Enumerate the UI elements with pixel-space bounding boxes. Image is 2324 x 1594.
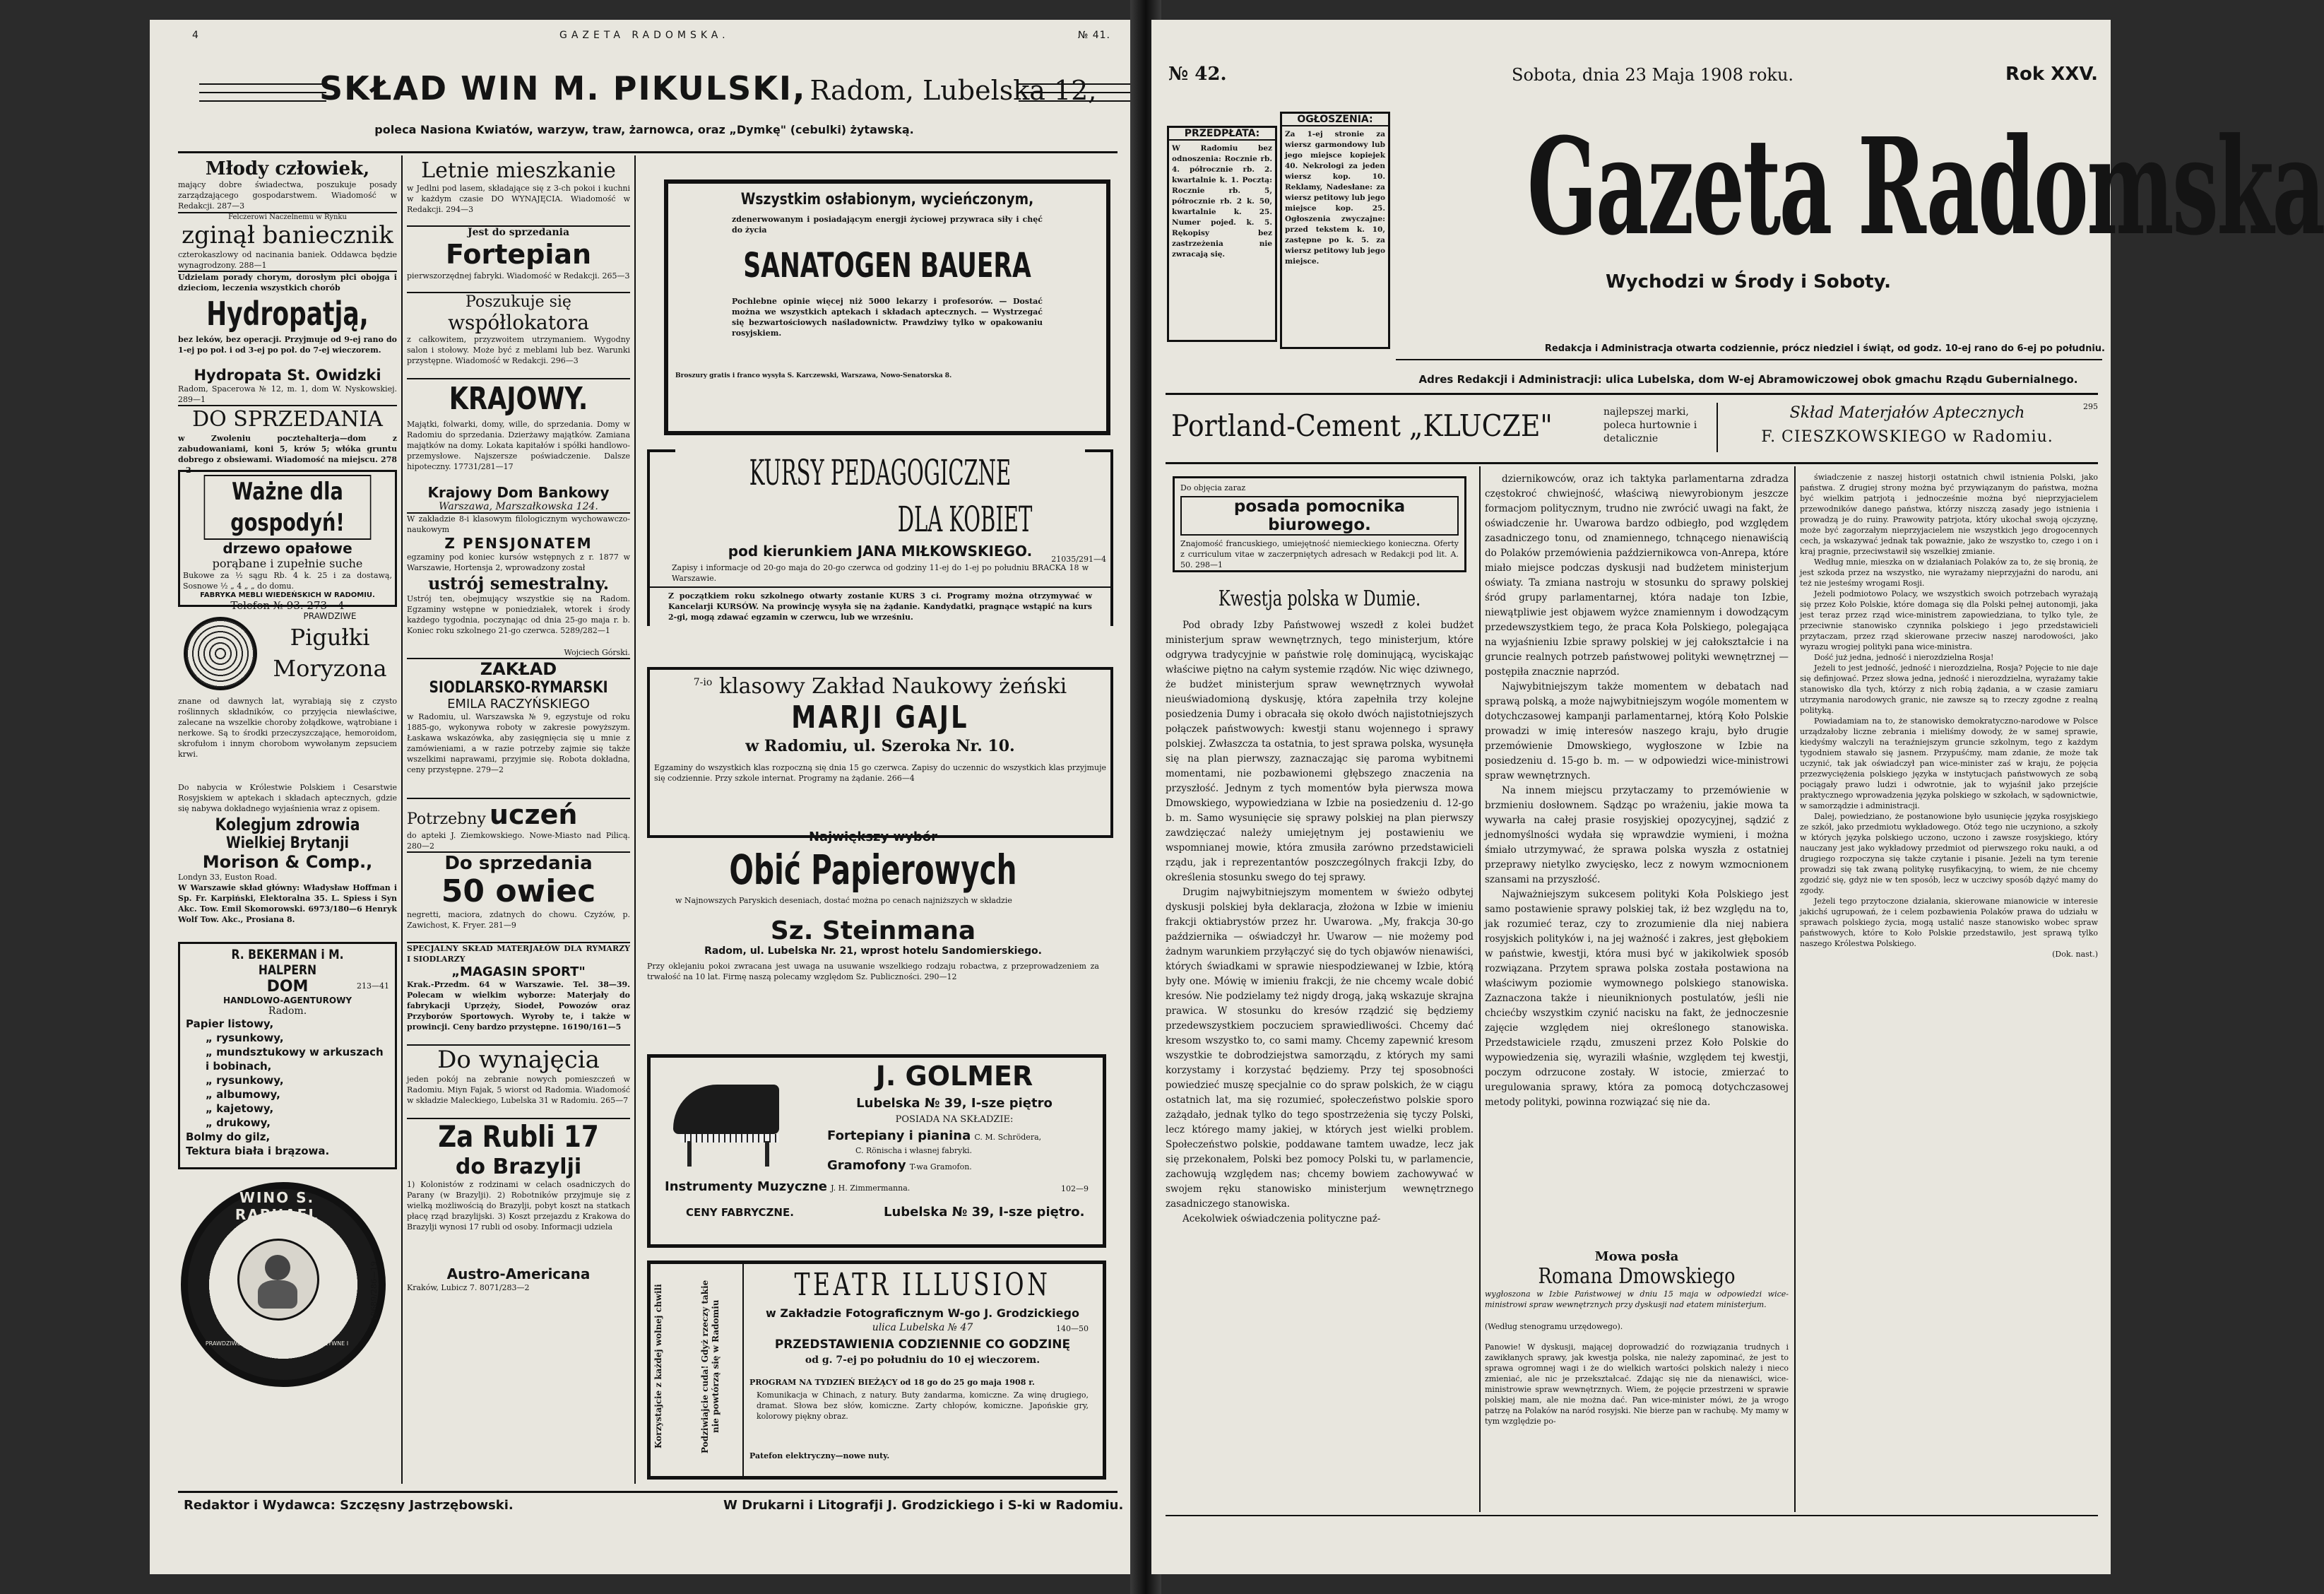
ad-sanatogen bbox=[664, 179, 1110, 435]
ad-bekerman-num: 213—41 bbox=[357, 981, 389, 991]
ad-kursy bbox=[647, 449, 1113, 661]
ad-fortepian-body: pierwszorzędnej fabryki. Wiadomość w Redakcji. 265—3 bbox=[407, 271, 630, 281]
ad-bekerman-city: Radom. bbox=[268, 1005, 307, 1017]
ad-moryzon-place: Do nabycia w Królestwie Polskiem i Cesarstwie Rosyjskiem w aptekach i składach aptecznych, gdzie się nabywa dokładnego wyjaśnienia wraz z opisem. bbox=[178, 783, 397, 813]
ad-pensjonat-title2: ustrój semestralny. bbox=[427, 573, 610, 594]
ad-wazne-sub2: porąbane i zupełnie suche bbox=[212, 557, 363, 570]
ad-uczen-title: uczeń bbox=[489, 799, 578, 830]
ad-hydro-sign: Hydropata St. Owidzki bbox=[194, 367, 381, 384]
ad-sport-top: SPECJALNY SKŁAD MATERJAŁÓW DLA RYMARZY I SIODLARZY bbox=[407, 944, 630, 964]
article-continued: (Dok. nast.) bbox=[2052, 950, 2098, 959]
article-paragraph: Według mnie, mieszka on w działaniach Polaków za to, że się bronią, że jest szkoda przez na wszystko, nie wyrażamy nieprzyjaźni do narodu, ani też nie jesteśmy wrogami Rosji. bbox=[1800, 557, 2098, 588]
banner-name: SKŁAD WIN M. PIKULSKI, bbox=[319, 69, 807, 107]
footer-editor: Redaktor i Wydawca: Szczęsny Jastrzębowski. bbox=[184, 1498, 514, 1513]
list-item: „ drukowy, bbox=[206, 1116, 271, 1129]
ad-sport-title: „MAGASIN SPORT" bbox=[451, 964, 586, 979]
ad-gajl-pre: 7-io bbox=[693, 677, 713, 688]
ad-golmer-num: 102—9 bbox=[1061, 1184, 1089, 1193]
ad-cement-sub: najlepszej marki, poleca hurtownie i detalicznie bbox=[1603, 406, 1697, 444]
right-col-2 bbox=[1485, 472, 1789, 1511]
ad-wynajecia-title: Do wynajęcia bbox=[437, 1046, 600, 1074]
ad-wazne-body: Bukowe za ½ sągu Rb. 4 k. 25 i za dostawą, Sosnowe ½ „ 4 „ „ do domu. bbox=[183, 571, 392, 591]
ad-hydro-body: bez leków, bez operacji. Przyjmuje od 9-ej rano do 1-ej po poł. i od 3-ej po poł. do 7-ej wieczorem. bbox=[178, 335, 397, 355]
ad-gajl-name: MARJI GAJL bbox=[791, 699, 969, 736]
ad-brazylia-title2: do Brazylji bbox=[455, 1155, 582, 1179]
ad-steinman-addr: Radom, ul. Lubelska Nr. 21, wprost hotelu Sandomierskiego. bbox=[704, 945, 1042, 957]
ad-moryzon-label: PRAWDZIWE bbox=[303, 611, 357, 621]
ad-bar bbox=[1166, 400, 2098, 456]
article-paragraph: Najważniejszym sukcesem polityki Koła Polskiego jest samo postawienie sprawy polskiej tak, iż bez względu na to, jak rozumieć teraz, czy to zrozumienie dla niej nabiera rosyjskich polityków i, na jej ważność i zakres, jest głębokiem w państwie, kwestji, która musi być w jakikolwiek sposób rozwiązana. Przytem sprawa polska została postawiona na właściwym poziomie wymownego polskiego stanowiska. Zaznaczona także i nieuniknionych postulatów, jeśli nie chciećby wszystkim czynić nacisku na fakt, że jednoczesnie zajęcie względem niej określonego stanowiska. Przedstawiciele rządu, zmuszeni przez Koło Polskie do wypowiedzenia się, wyrazili właśnie, względem tej kwestji, poczym odrzucone zostały. W istocie, zmierzać to uregulowania sprawy, która za pomocą dotychczasowej metody polityki, powinna rozwiązać się nie da. bbox=[1485, 889, 1789, 1108]
ad-moryzon-title1: Pigułki bbox=[290, 624, 370, 651]
angel-icon bbox=[237, 1239, 319, 1321]
ad-brazylia-body: 1) Kolonistów z rodzinami w celach osadniczych do Parany (w Brazylji). 2) Robotników przyjmuje się z wielką możliwością do Brazylji, pobyt koszt na statkach płacę rząd brazylijski. 3) Koszt przejazdu z Krakowa do Brazylji wynosi 17 rubli od osoby. Informacji udziela bbox=[407, 1180, 630, 1232]
left-col-1 bbox=[178, 158, 397, 1487]
ad-teatr-hours: od g. 7-ej po południu do 10 ej wieczorem. bbox=[805, 1354, 1041, 1366]
article-paragraph: Pod obrady Izby Państwowej wszedł z kolei budżet ministerjum spraw wewnętrznych, tego ministerjum, które odgrywa tradycyjnie w państwie rolę dominującą, wyciskając właściwe piętno na całym systemie rządów. Nic więc dziwnego, że budżet ministerjum spraw wewnętrznych wywołał nieuświadomioną dyskusję, która zapełniła trzy kolejne posiedzenia Dumy i obracała się około dwóch najistotniejszych połączek państwowych: kwestji stanu wojennego i sprawy polskiej. Zwłaszcza ta ostatnia, to jest sprawa polska, wysunęła się na plan pierwszy, zaznaczając się paroma wybitnemi momentami, nie pozbawionemi głębszego znaczenia na przyszłość. Jednym z tych momentów była pierwsza mowa Dmowskiego, wypowiedziana w Izbie na posiedzeniu d. 12-go b. m. Samo wysunięcie się sprawy polskiej na plan pierwszy zawdzięczać należy umiejętnym jej postawieniu we wspomnianej mowie, która zmusiła zarówno przedstawicieli rządu, jak i reprezentantów poszczególnych frakcji Izby, do określenia stosunku swego do tej sprawy. bbox=[1166, 620, 1474, 883]
ad-fortepian-title: Fortepian bbox=[445, 239, 592, 270]
ad-golmer bbox=[647, 1054, 1106, 1248]
ad-posada-top: Do objęcia zaraz bbox=[1180, 483, 1246, 492]
ad-apteka-num: 295 bbox=[2083, 402, 2098, 411]
ad-krajowy-body: Majątki, folwarki, domy, wille, do sprzedania. Domy w Radomiu do sprzedania. Dzierżawy majątków. Zamiana majątków na domy. Lokata kapitałów i spółki handlowo-przemysłowe. Najszersze poświadczenie. Dalsze hipoteczny. 17731/281—17 bbox=[407, 420, 630, 471]
running-issue: № 41. bbox=[1077, 30, 1110, 41]
list-item: „ mundsztukowy w arkuszach i bobinach, bbox=[206, 1046, 384, 1073]
ad-bank-top: Felczerowi Naczelnemu w Rynku bbox=[228, 213, 347, 221]
ad-steinman-top: Największy wybór bbox=[808, 830, 938, 844]
ad-bekerman-dom: DOM bbox=[266, 978, 309, 996]
ad-steinman-body2: Przy oklejaniu pokoi zwracana jest uwaga na usuwanie wszelkiego rodzaju robactwa, z przeprowadzeniem za trwałość na 10 lat. Firmę naszą polecamy względom Sz. Publiczności. 290—12 bbox=[647, 962, 1099, 981]
ad-sanatogen-foot: Broszury gratis i franco wysyła S. Karczewski, Warszawa, Nowo-Senatorska 8. bbox=[675, 372, 952, 379]
article-paragraph: Jeżeli podmiotowo Polacy, we wszystkich swoich potrzebach wyrażają się przez Koło Polskie, które domaga się dla Polski pełnej autonomji, jaka jest teraz przez rząd wice-ministrem zapowiedziana, to tylko tyle, że przeciwnie stanowisko czynnika polskiego i jego przedstawicieli przytaczam, przez rząd skierowane przeciw naszej narodowości, jako wyrazu wrogiej polityki pana wice-ministra. bbox=[1800, 589, 2098, 651]
ad-wazne-tel: Telefon № 93. 273—4 bbox=[230, 599, 345, 612]
ad-wazne bbox=[178, 470, 397, 612]
ad-golmer-title: J. GOLMER bbox=[875, 1061, 1033, 1092]
article-paragraph: Jeżeli tego przytoczone działania, skierowane mianowicie w interesie jakichś ugrupowań, że i celem pozbawienia Polaków prawa do udziału w sprawach polskiego życia, mogą ustalić nasze stanowisko wobec spraw państwowych, które to Koło Polskie przedstawiło, jest sprawą tylko naszego Królestwa Polskiego. bbox=[1800, 897, 2098, 948]
ad-gajl-body: Egzaminy do wszystkich klas rozpoczną się dnia 15 go czerwca. Zapisy do uczennic do wszystkich klas przyjmuje się codziennie. Przy szkole internat. Programy na żądanie. 266—4 bbox=[654, 763, 1106, 783]
list-item: „ kajetowy, bbox=[206, 1102, 274, 1115]
ad-wspol-title: Poszukuje się bbox=[466, 293, 571, 311]
piano-icon bbox=[659, 1070, 807, 1169]
article-paragraph: Drugim najwybitniejszym momentem w świeżo odbytej dyskusji polskiej była deklaracja, złożona w Izbie w imieniu frakcji oktiabrystów przez hr. Uwarowa. „My, frakcja 30-go października — oświadczył hr. Uwarow — nie możemy pod żadnym warunkiem przyłączyć się do tych objawów nienawiści, których świadkami w sprawie niespodziewanej w Izbie, którą były one. Mówię w imieniu frakcji, że nie chcemy wcale dobić kresów. Nie podzielamy też nigdy drogą, jaką wskazuje skrajna prawica. W stosunku do kresów rządzić się będziemy przedewszystkiem poczuciem sprawiedliwości. Chcemy dać kresom wszystko to, co sami mamy. Chcemy zapewnić kresom wszystkie te dobrodziejstwa samorządu, z których my sami korzystamy i korzystać będziemy. Przy tej sposobności powiedzieć muszę specjalnie co do spraw polskich, że w ciągu ostatnich lat, ma się rozumieć, społeczeństwo polskie sporo zażądało, jednak tylko do tego spostrzeżenia się tyczy Polski, lecz którego mamy jakiej, w których jest wielki problem. Społeczeństwo polskie, poddawane tamtem uwadze, lecz jak się przekonałem, Polski bez pomocy Polski tu, w parlamencie, zachowują względem nas; chcemy bowiem zachowywać w swojem ręku stanowisko ministerjum wewnętrznego zasadniczego stanowiska. bbox=[1166, 887, 1474, 1210]
ad-krajowy-sign: Krajowy Dom Bankowy bbox=[427, 484, 610, 501]
article-body-2 bbox=[1485, 472, 1789, 1228]
ad-kursy-title1: KURSY PEDAGOGICZNE bbox=[749, 452, 1012, 493]
ad-teatr-side-left: Korzystajcie z każdej wolnej chwili bbox=[653, 1284, 663, 1449]
article-body-3 bbox=[1800, 472, 2098, 1475]
ad-teatr-daily: PRZEDSTAWIENIA CODZIENNIE CO GODZINĘ bbox=[774, 1338, 1071, 1352]
ad-raphael bbox=[178, 1176, 397, 1388]
ad-posada-title: posada pomocnika biurowego. bbox=[1180, 496, 1459, 536]
ad-mlody-title: Młody człowiek, bbox=[205, 158, 370, 179]
list-item: „ rysunkowy, bbox=[206, 1032, 284, 1044]
ad-brazylia-addr: Kraków, Lubicz 7. 8071/283—2 bbox=[407, 1283, 530, 1292]
ad-kursy-title2: DLA KOBIET bbox=[897, 499, 1033, 540]
ad-letnie-body: w Jedlni pod lasem, składające się z 3-ch pokoi i kuchni w każdym czasie DO WYNAJĘCIA. Wiadomość w Redakcji. 294—3 bbox=[407, 184, 630, 214]
ad-pensjonat-top: W zakładzie 8-i klasowym filologicznym wychowawczo-naukowym bbox=[407, 514, 630, 534]
footer-printer: W Drukarni i Litografji J. Grodzickiego i S-ki w Radomiu. bbox=[723, 1498, 1124, 1513]
ad-wazne-firm: FABRYKA MEBLI WIEDEŃSKICH W RADOMIU. bbox=[200, 591, 375, 599]
ad-hydro-top: Udzielam porady chorym, dorosłym płci obojga i dzieciom, leczenia wszystkich chorób bbox=[178, 273, 397, 293]
subscription-body: W Radomiu bez odnoszenia: Rocznie rb. 4. półrocznie rb. 2. kwartalnie k. 1. Pocztą: Rocznie rb. 5, półrocznie rb. 2 k. 50, kwartalnie k. 25. Numer pojed. k. 5. Rękopisy bez zastrzeżenia nie zwracają się. bbox=[1172, 144, 1272, 259]
ad-apteka-title: Skład Materjałów Aptecznych bbox=[1789, 404, 2025, 422]
ad-owiec-pre: Do sprzedania bbox=[444, 853, 593, 874]
ad-kursy-body: Zapisy i informacje od 20-go maja do 20-go czerwca od godziny 11-ej do 1-ej po południu BRACKA 18 w Warszawie. bbox=[672, 563, 1089, 583]
ad-sanatogen-text: Pochlebne opinie więcej niż 5000 lekarzy i profesorów. — Dostać można we wszystkich aptekach i składach aptecznych. — Wystrzegać się bezwartościowych naśladownictw. Prawdziwy tylko w opakowaniu rosyjskiem. bbox=[732, 297, 1043, 338]
raphael-seal-sub: PRAWDZIWE · TYLKO Z TYM ANIOŁEM · POŻYWNE I WZMACNIAJĄCE bbox=[205, 1340, 349, 1353]
ad-gajl bbox=[647, 667, 1113, 838]
ad-bekerman-name: R. BEKERMAN i M. HALPERN bbox=[231, 947, 344, 978]
ad-sport-body: Krak.-Przedm. 64 w Warszawie. Tel. 38—39. Polecam w wielkim wyborze: Materjały do fabrykacji Uprzęży, Siodeł, Powozów oraz Przyborów Sportowych. Wyroby te, i także w prowincji. Ceny bardzo przystępne. 16190/161—5 bbox=[407, 980, 630, 1032]
article-paragraph: Acekolwiek oświadczenia polityczne paź- bbox=[1182, 1213, 1381, 1224]
ad-moryzon-body: znane od dawnych lat, wyrabiają się z czysto roślinnych składników, co przyjęcia niewłaściwe, zalecane na wszelkie choroby żołądkowe, wątrobiane i nerkowe. Są to środki przeczyszczające, hemoroidom, skrofułom i innym chorobom wywołanym zepsuciem krwi. bbox=[178, 697, 397, 759]
banner-line2: poleca Nasiona Kwiatów, warzyw, traw, żarnowca, oraz „Dymkę" (cebulki) żytawską. bbox=[374, 123, 914, 136]
ad-wazne-sub: drzewo opałowe bbox=[223, 540, 352, 557]
list-item: Tektura biała i brązowa. bbox=[186, 1145, 330, 1157]
list-item: Papier listowy, bbox=[186, 1017, 274, 1030]
ad-bank-title: zginął baniecznik bbox=[182, 221, 393, 249]
ad-gajl-addr: w Radomiu, ul. Szeroka Nr. 10. bbox=[745, 737, 1015, 755]
ad-sprzedania-title: DO SPRZEDANIA bbox=[192, 407, 383, 432]
ad-hydro-title: Hydropatją, bbox=[206, 295, 369, 333]
ad-wspol-title2: współlokatora bbox=[448, 311, 589, 334]
ad-fortepian-top: Jest do sprzedania bbox=[467, 227, 570, 238]
ad-steinman-name: Sz. Steinmana bbox=[770, 916, 976, 945]
left-page bbox=[150, 20, 1140, 1574]
masthead-title: Gazeta Radomska bbox=[1526, 109, 2324, 265]
ad-sanatogen-title: Wszystkim osłabionym, wycieńczonym, bbox=[740, 191, 1034, 208]
advert-rates-title: OGŁOSZENIA: bbox=[1282, 114, 1388, 126]
ad-teatr-num: 140—50 bbox=[1056, 1324, 1089, 1333]
ad-kursy-by: pod kierunkiem JANA MIŁKOWSKIEGO. bbox=[728, 543, 1033, 560]
masthead-title-wrap bbox=[1392, 99, 2324, 318]
ad-teatr-addr: ulica Lubelska № 47 bbox=[872, 1322, 973, 1333]
advert-rates-body: Za 1-ej stronie za wiersz garmondowy lub jego miejsce kopiejek 40. Nekrologi za jeden wiersz kop. 10. Reklamy, Nadesłane: za wiersz petitowy lub jego miejsce kop. 25. Ogłoszenia zwyczajne: przed tekstem k. 10, zastępne po k. 5. za wiersz petitowy lub jego miejsce. bbox=[1285, 130, 1385, 266]
list-item: „ rysunkowy, bbox=[206, 1074, 284, 1087]
ad-bekerman bbox=[178, 942, 397, 1169]
masthead-address: Adres Redakcji i Administracji: ulica Lubelska, dom W-ej Abramowiczowej obok gmachu Rządu Gubernialnego. bbox=[1418, 373, 2078, 386]
ad-steinman bbox=[647, 830, 1099, 1020]
list-item: Bolmy do gilz, bbox=[186, 1130, 271, 1143]
banner-address: Radom, Lubelska 12, bbox=[810, 75, 1097, 106]
list-item: „ albumowy, bbox=[206, 1088, 280, 1101]
running-head bbox=[192, 30, 1110, 44]
ad-golmer-l2: Gramofony bbox=[827, 1158, 906, 1173]
advert-rates-box bbox=[1280, 112, 1390, 349]
ad-sanatogen-product: SANATOGEN BAUERA bbox=[743, 246, 1031, 285]
ad-kursy-num: 21035/291—4 bbox=[1051, 555, 1106, 564]
issue-date: Sobota, dnia 23 Maja 1908 roku. bbox=[1512, 65, 1794, 85]
masthead-subtitle: Wychodzi w Środy i Soboty. bbox=[1605, 271, 1892, 293]
issue-number: № 42. bbox=[1168, 64, 1227, 85]
moryzon-seal-icon bbox=[184, 617, 257, 690]
speech-sub2: (Według stenogramu urzędowego). bbox=[1485, 1322, 1623, 1331]
ad-krajowy-title: KRAJOWY. bbox=[449, 381, 588, 417]
ad-teatr-title: TEATR ILLUSION bbox=[794, 1267, 1051, 1303]
running-title: GAZETA RADOMSKA. bbox=[559, 30, 730, 41]
raphael-num: 10689/286—19 bbox=[369, 1261, 379, 1321]
left-col-3 bbox=[640, 158, 1120, 1487]
ad-golmer-addr2: Lubelska № 39, I-sze piętro. bbox=[884, 1205, 1085, 1220]
ad-pensjonat-body2: Ustrój ten, obejmujący wszystkie się na Radom. Egzaminy wstępne w poniedziałek, wtorek i środy każdego tygodnia, poczynając od dnia 25-go maja r. b. Koniec roku szkolnego 21-go czerwca. 5289/282—1 bbox=[407, 594, 630, 635]
article-paragraph: dziernikowców, oraz ich taktyka parlamentarna zdradza częstokroć chwiejność, właściwą niewyrobionym jeszcze formacjom politycznym, trudno nie zwrócić uwagi na fakt, że oświadczenie hr. Uwarowa bardzo odbiegło, pod względem zasadniczego tonu, od znamiennego, tchnącego nienawiścią do Polaków przemówienia październikowca von-Anrepa, które miało miejsce podczas dyskusji nad budżetem ministerjum oświaty. Ta zmiana nastroju w stosunku do sprawy polskiej śród grupy parlamentarnej, która nadaje ton Izbie, niewątpliwie jest objawem wyżce znamiennym i dowodzącym przedewszystkiem tego, że praca Koła Polskiego, polegająca na wyjaśnieniu Izbie sprawy polskiej w jej całokształcie i na gruncie realnych potrzeb państwowej polityki wewnętrznej — postępiła znacznie naprzód. bbox=[1485, 473, 1789, 678]
ad-sanatogen-body: zdenerwowanym i posiadającym energji życiowej przywraca siły i chęć do życia bbox=[732, 215, 1043, 235]
ad-pensjonat-body: egzaminy pod koniec kursów wstępnych z r. 1877 w Warszawie, Hortensja 2, wprowadzony został bbox=[407, 553, 630, 572]
ad-steinman-body: w Najnowszych Paryskich deseniach, dostać można po cenach najniższych w składzie bbox=[675, 896, 1012, 905]
article-paragraph: Najwybitniejszym także momentem w debatach nad sprawą polską, a może najwybitniejszym wogóle momentem w dotychczasowej kampanji parlamentarnej, którą Koło Polskie prowadzi w imię interesów naszego kraju, było drugie przemówienie Dmowskiego, wygłoszone w Izbie na posiedzeniu d. 15-go b. m. — w odpowiedzi wice-ministrowi spraw wewnętrznych. bbox=[1485, 681, 1789, 781]
speech-body: Panowie! W dyskusji, mającej doprowadzić do rozwiązania trudnych i zawikłanych sprawy, jak kwestja polska, nie należy zapominać, że jest to sprawa ogromnej wagi i że do wielkich wartości polskich należy i nieco zmieniać, ale nic je przekształcać. Zdając się nie da nienawiści, wice-ministrowie spraw wewnętrznych. Wiem, że pojęcie przestrzeni w sprawie polskiej mam, ale nie można dać. Pan wice-minister mówi, że ja wrogo patrzę na Polaków na naród rosyjski. Nie bierze pan w rachubę. My mamy w tym względzie po- bbox=[1485, 1342, 1789, 1426]
ad-moryzon-title2: Moryzona bbox=[273, 655, 387, 682]
ad-wynajecia-body: jeden pokój na zebranie nowych pomieszczeń w Radomiu. Miyn Fajak, 5 wiorst od Radomia. Wiadomość w składzie Maleckiego, Lubelska 31 w Radomiu. 265—7 bbox=[407, 1075, 630, 1105]
ad-cement-title: Portland-Cement „KLUCZE" bbox=[1171, 408, 1553, 443]
ad-golmer-l1: Fortepiany i pianina bbox=[827, 1128, 971, 1143]
ad-bekerman-type: HANDLOWO-AGENTUROWY bbox=[223, 996, 352, 1005]
ad-golmer-l3b: J. H. Zimmermanna. bbox=[831, 1183, 911, 1193]
ad-golmer-has: POSIADA NA SKŁADZIE: bbox=[895, 1114, 1014, 1125]
ad-kursy-body2: Z początkiem roku szkolnego otwarty zostanie KURS 3 ci. Programy można otrzymywać w Kancelarji KURSÓW. Na prowincję wysyła się na żądanie. Kandydatki, pragnące wstąpić na kurs 2-gi, mogą zdawać egzamin w czerwcu, lub we wrześniu. bbox=[668, 591, 1092, 622]
ad-owiec-body: negretti, maciora, zdatnych do chowu. Czyżów, p. Zawichost, K. Fryer. 281—9 bbox=[407, 910, 630, 930]
subscription-box bbox=[1167, 126, 1277, 342]
ad-golmer-prices: CENY FABRYCZNE. bbox=[686, 1206, 794, 1219]
ad-uczen-pre: Potrzebny bbox=[407, 810, 486, 828]
ad-gajl-title: klasowy Zakład Naukowy żeński bbox=[718, 674, 1067, 699]
article-paragraph: świadczenie z naszej historji ostatnich chwil istnienia Polski, jako państwa. Z drugiej strony można być przywiązanym do państwa, można być wielkim patrjotą i jednocześnie można być nieprzyjacielem przewodników danego państwa, którzy niszczą zasady jego istnienia i prowadzą je do ruiny. Prawowity patrjota, który ukochał swoją ojczyznę, może być zagorzałym nieprzyjacielem nie wszystkich jego drogocennych cech, ja wskazywać jednak tak poważnie, jako że wszystko to, czego i on i kraj pragnie, przeciwstawił się wszelkiej zmianie. bbox=[1800, 473, 2098, 556]
ad-pensjonat-sign: Wojciech Górski. bbox=[564, 648, 630, 657]
ad-wspol-body: z całkowitem, przyzwoitem utrzymaniem. Wygodny salon i stołowy. Może być z meblami lub bez. Warunki przystępne. Wiadomość w Redakcji. 296—3 bbox=[407, 335, 630, 365]
speech-sub: wygłoszona w Izbie Państwowej w dniu 15 maja w odpowiedzi wice-ministrowi spraw wewnętrznych przy dyskusji nad etatem ministerjum. bbox=[1485, 1289, 1789, 1309]
ad-hydro-addr: Radom, Spacerowa № 12, m. 1, dom W. Nyskowskiej. 289—1 bbox=[178, 384, 397, 404]
ad-sprzedania-body: w Zwoleniu pocztehalterja—dom z zabudowaniami, koni 5, krów 5; włóka gruntu dobrego z obsiewami. Wiadomość na miejscu. 278—2 bbox=[178, 434, 397, 475]
ad-zaklad-title2: SIODLARSKO-RYMARSKI bbox=[429, 679, 608, 697]
ad-bekerman-items bbox=[186, 1017, 389, 1158]
ad-teatr-prog: PROGRAM NA TYDZIEŃ BIEŻĄCY od 18 go do 25 go maja 1908 r. bbox=[749, 1378, 1035, 1387]
subscription-title: PRZEDPŁATA: bbox=[1169, 128, 1275, 141]
ad-mlody-body: mający dobre świadectwa, poszukuje posady zarządzającego gospodarstwem. Wiadomość w Redakcji. 287—3 bbox=[178, 180, 397, 211]
article-paragraph: Na innem miejscu przytaczamy to przemówienie w brzmieniu dosłownem. Sądząc po wrażeniu, jakie mowa ta wywarła na całej prasie rosyjskiej opozycyjnej, sądzić z jednomyślności wydała się wprawdzie wymieni, i można śmiało utrzymywać, że sprawa polska wyszła z ostatniej przeprawy nietylko zwycięsko, lecz z nowym wzmocnionem szansami na przyszłość. bbox=[1485, 785, 1789, 885]
ad-letnie-title: Letnie mieszkanie bbox=[421, 158, 616, 183]
right-page bbox=[1151, 20, 2324, 1574]
ad-golmer-l1c: C. Rönischa i własnej fabryki. bbox=[855, 1146, 972, 1155]
masthead-top bbox=[1166, 64, 2098, 89]
banner-ad bbox=[178, 69, 1110, 147]
ad-steinman-title: Obić Papierowych bbox=[729, 846, 1017, 894]
ad-krajowy-addr: Warszawa, Marszałkowska 124. bbox=[439, 501, 598, 512]
ad-brazylia-sign: Austro-Americana bbox=[446, 1265, 591, 1282]
ad-moryzon-london: Londyn 33, Euston Road. bbox=[178, 873, 278, 882]
left-col-2 bbox=[407, 158, 630, 1487]
ad-pensjonat-title: Z PENSJONATEM bbox=[444, 535, 593, 552]
ad-teatr-items: Komunikacja w Chinach, z natury. Buty żandarma, komiczne. Za winę drugiego, dramat. Słowa bez słów, komiczne. Zarty chłopów, komiczne. Japońskie gry, kolorowy piękny obraz. bbox=[757, 1391, 1089, 1421]
article-paragraph: Dalej, powiedziano, że postanowione było usunięcie języka rosyjskiego ze szkół, jako przedmiotu wykładowego. Otóż tego nie uczyniono, a szkoły w których języka polskiego uczono, uczono i zawsze rosyjskiego, który nauczany jest jako wykładowy przedmiot od pierwszego roku nauki, a od drugiego rozpoczyna się także czytanie i pisanie. Jeżeli na tym terenie prowadzi się tak zwaną politykę rusyfikacyjną, to wiem, że nie chcemy zgodzić się, gdyż nie w ten sposób, lecz w uczciwy sposób dążyć mamy do zgody. bbox=[1800, 812, 2098, 895]
ad-moryzon-college2: Wielkiej Brytanji bbox=[226, 834, 349, 852]
speech-name: Romana Dmowskiego bbox=[1538, 1264, 1736, 1289]
article-title: Kwestja polska w Dumie. bbox=[1218, 586, 1421, 611]
ad-golmer-l1b: C. M. Schrödera, bbox=[974, 1133, 1042, 1142]
article-paragraph: Powiadamiam na to, że stanowisko demokratyczno-narodowe w Polsce urządzałoby liczne zebrania i mieliśmy dowody, że w samej sprawie, kiedyśmy walczyli na teraźniejszym gruncie szkolnym, tego z każdym tygodniem stawało się jasnem. Przypuśćmy, mam zdanie, że może tak uczynić, tak jak oświadczył pan wice-minister zaś w kraju, że pojęcia przezwyciężenia polskiego języka w instytucjach państwowych ze sobą pociągały prawo ludzi i odwrotnie, jak to wyjaśnił jako przejście praktycznego wprowadzenia języka polskiego w szkołach, w sądownictwie, w samorządzie i administracji. bbox=[1800, 716, 2098, 810]
ad-moryzon-firm: Morison & Comp., bbox=[202, 852, 373, 872]
ad-moryzon-college: Kolegjum zdrowia bbox=[215, 815, 360, 834]
ad-owiec-title: 50 owiec bbox=[441, 873, 596, 909]
ad-bank-body: czterokaszlowy od nacinania baniek. Oddawca będzie wynagrodzony. 288—1 bbox=[178, 250, 397, 270]
article-body-1 bbox=[1166, 618, 1474, 1516]
ad-moryzon-agents: W Warszawie skład główny: Władysław Hoffman i Sp. Fr. Karpiński, Elektoralna 35. L. Spiess i Syn Akc. Tow. Emil Skomorowski. 6973/180—6 Henryk Wolf Tow. Akc., Prosiana 8. bbox=[178, 883, 397, 924]
raphael-seal-text: WINO S. RAPHAEL bbox=[235, 1189, 319, 1223]
right-col-1 bbox=[1166, 472, 1474, 1511]
volume-year: Rok XXV. bbox=[2005, 64, 2098, 85]
speech-label: Mowa posła bbox=[1594, 1249, 1679, 1264]
ad-teatr-place: w Zakładzie Fotograficznym W-go J. Grodzickiego bbox=[766, 1306, 1079, 1320]
ad-zaklad-owner: EMILA RACZYŃSKIEGO bbox=[447, 697, 590, 712]
ad-brazylia-title: Za Rubli 17 bbox=[438, 1119, 599, 1154]
page-number: 4 bbox=[192, 30, 203, 41]
article-paragraph: Dość już jedna, jedność i nierozdzielna Rosja! bbox=[1814, 653, 1994, 662]
ad-golmer-addr: Lubelska № 39, I-sze piętro bbox=[856, 1096, 1053, 1111]
ad-moryzon-header bbox=[178, 611, 397, 696]
article-paragraph: Jeżeli to jest jedność, jedność i nierozdzielna, Rosja? Pojęcie to nie daje się definjować. Przez słowa jedna, jedność i nierozdzielna, wyrażamy takie stanowisko dla tych, którzy z nich robią żądania, a w czasie zamiaru utrzymania narodowych granic, nie zawsze są to rzeczy zgodne z realną polityką. bbox=[1800, 663, 2098, 715]
ad-posada bbox=[1173, 476, 1466, 572]
ad-uczen-body: do apteki J. Ziemkowskiego. Nowe-Miasto nad Pilicą. 280—2 bbox=[407, 831, 630, 851]
ad-wazne-title: Ważne dla gospodyń! bbox=[204, 475, 372, 540]
right-col-3 bbox=[1800, 472, 2098, 1511]
ad-apteka-name: F. CIESZKOWSKIEGO w Radomiu. bbox=[1761, 428, 2053, 446]
ad-golmer-l3: Instrumenty Muzyczne bbox=[665, 1179, 828, 1194]
ad-teatr-end: Patefon elektryczny—nowe nuty. bbox=[749, 1451, 890, 1460]
ad-zaklad-title: ZAKŁAD bbox=[480, 659, 557, 679]
ad-teatr bbox=[647, 1261, 1106, 1480]
ad-zaklad-body: w Radomiu, ul. Warszawska № 9, egzystuje od roku 1885-go, wykonywa roboty w zakresie powyższym. Łaskawa wskazówka, aby zasięgnięcia się u mnie z zamówieniami, a w razie potrzeby zajmie się także wszelkimi naprawami, przyjmie się. Robota dokładna, ceny przystępne. 279—2 bbox=[407, 712, 630, 774]
ad-golmer-l2b: T-wa Gramofon. bbox=[909, 1162, 972, 1171]
masthead-editorial: Redakcja i Administracja otwarta codziennie, prócz niedziel i świąt, od godz. 10-ej rano do 6-ej po południu. bbox=[1544, 343, 2105, 354]
ad-teatr-side-right: Podziwiajcie cuda! Gdyż rzeczy takie nie powtórzą się w Radomiu bbox=[700, 1280, 721, 1453]
ad-posada-body: Znajomość francuskiego, umiejętność niemieckiego konieczna. Oferty z curriculum vitae w zaczerpniętych adresach w Redakcji pod lit. A. 50. 298—1 bbox=[1180, 539, 1459, 569]
